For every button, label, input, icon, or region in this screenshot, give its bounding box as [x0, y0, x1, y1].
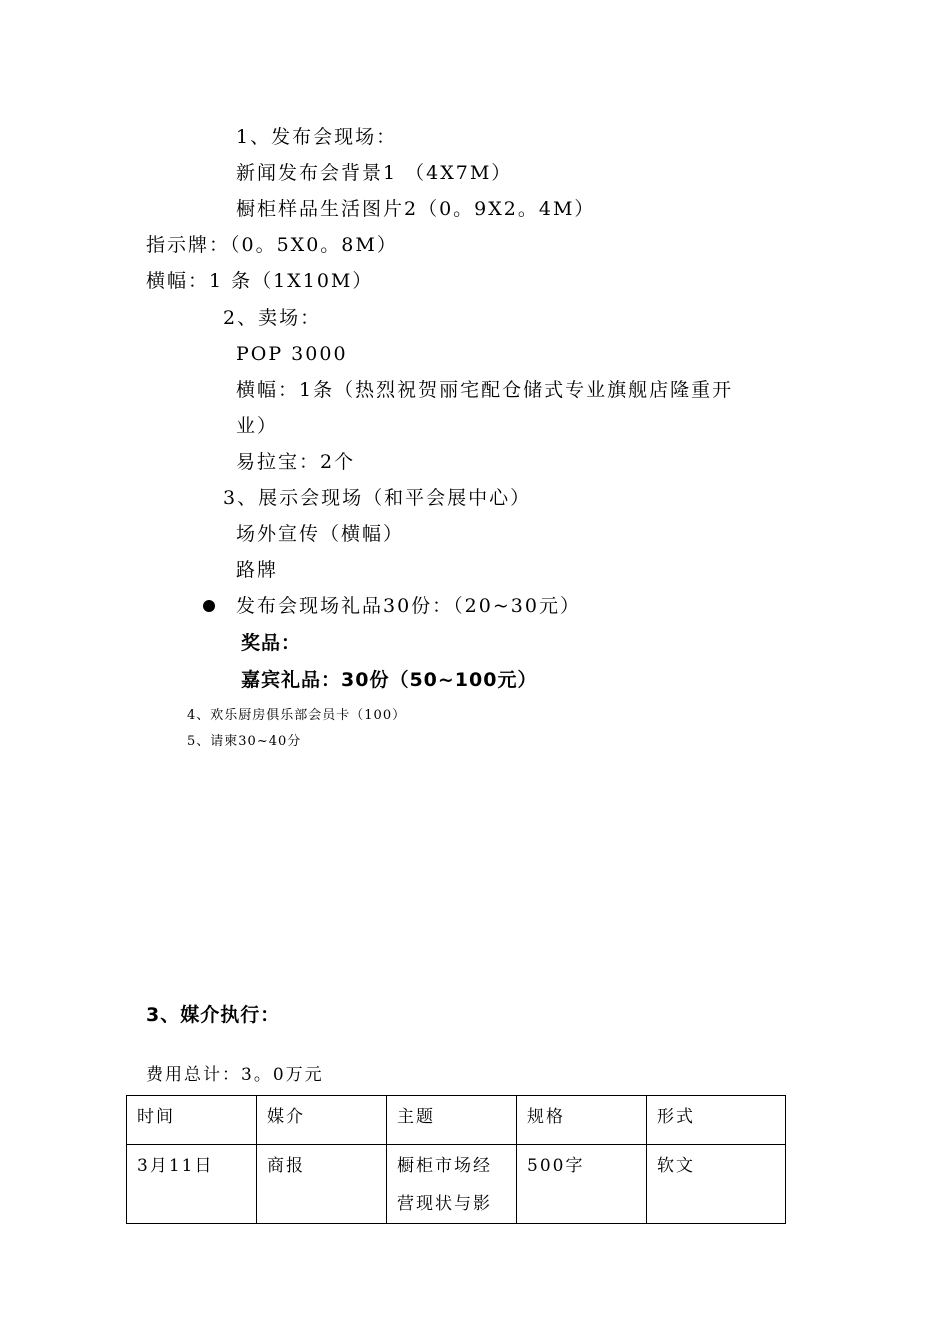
item-member-card: 4、欢乐厨房俱乐部会员卡（100） [187, 708, 407, 723]
bullet-dot [203, 600, 215, 612]
table-row [127, 1145, 786, 1224]
media-table [126, 1095, 786, 1224]
item-backdrop: 新闻发布会背景1 （4X7M） [236, 162, 513, 184]
item-signboard: 指示牌：（0。5X0。8M） [146, 234, 398, 256]
item-invitation: 5、请柬30~40分 [187, 734, 302, 749]
table-header-row [127, 1096, 786, 1145]
item-rollup: 易拉宝：2个 [236, 451, 356, 473]
item-prizes: 奖品： [241, 632, 302, 654]
cell-time: 3月11日 [127, 1145, 257, 1224]
header-theme: 主题 [387, 1096, 517, 1145]
item-cabinet-photos: 橱柜样品生活图片2（0。9X2。4M） [236, 198, 596, 220]
cost-total: 费用总计：3。0万元 [146, 1065, 324, 1085]
header-media: 媒介 [257, 1096, 387, 1145]
item-outdoor: 场外宣传（横幅） [236, 523, 405, 545]
item-guest-gifts: 嘉宾礼品：30份（50~100元） [241, 669, 538, 691]
item-store-banner: 横幅：1条（热烈祝贺丽宅配仓储式专业旗舰店隆重开 [236, 379, 734, 401]
item-launch-site: 1、发布会现场： [236, 126, 398, 148]
section-title: 3、媒介执行： [146, 1004, 281, 1026]
item-banner: 横幅：1 条（1X10M） [146, 270, 374, 292]
cell-media: 商报 [257, 1145, 387, 1224]
item-pop: POP 3000 [236, 343, 348, 365]
header-time: 时间 [127, 1096, 257, 1145]
item-store-banner-cont: 业） [236, 415, 279, 437]
cell-theme: 橱柜市场经营现状与影 [387, 1145, 517, 1224]
item-exhibition: 3、展示会现场（和平会展中心） [223, 487, 532, 509]
item-gifts: 发布会现场礼品30份：（20~30元） [236, 595, 581, 617]
cell-format: 软文 [647, 1145, 786, 1224]
cell-spec: 500字 [517, 1145, 647, 1224]
item-roadsign: 路牌 [236, 559, 279, 581]
header-spec: 规格 [517, 1096, 647, 1145]
item-store: 2、卖场： [223, 307, 322, 329]
header-format: 形式 [647, 1096, 786, 1145]
